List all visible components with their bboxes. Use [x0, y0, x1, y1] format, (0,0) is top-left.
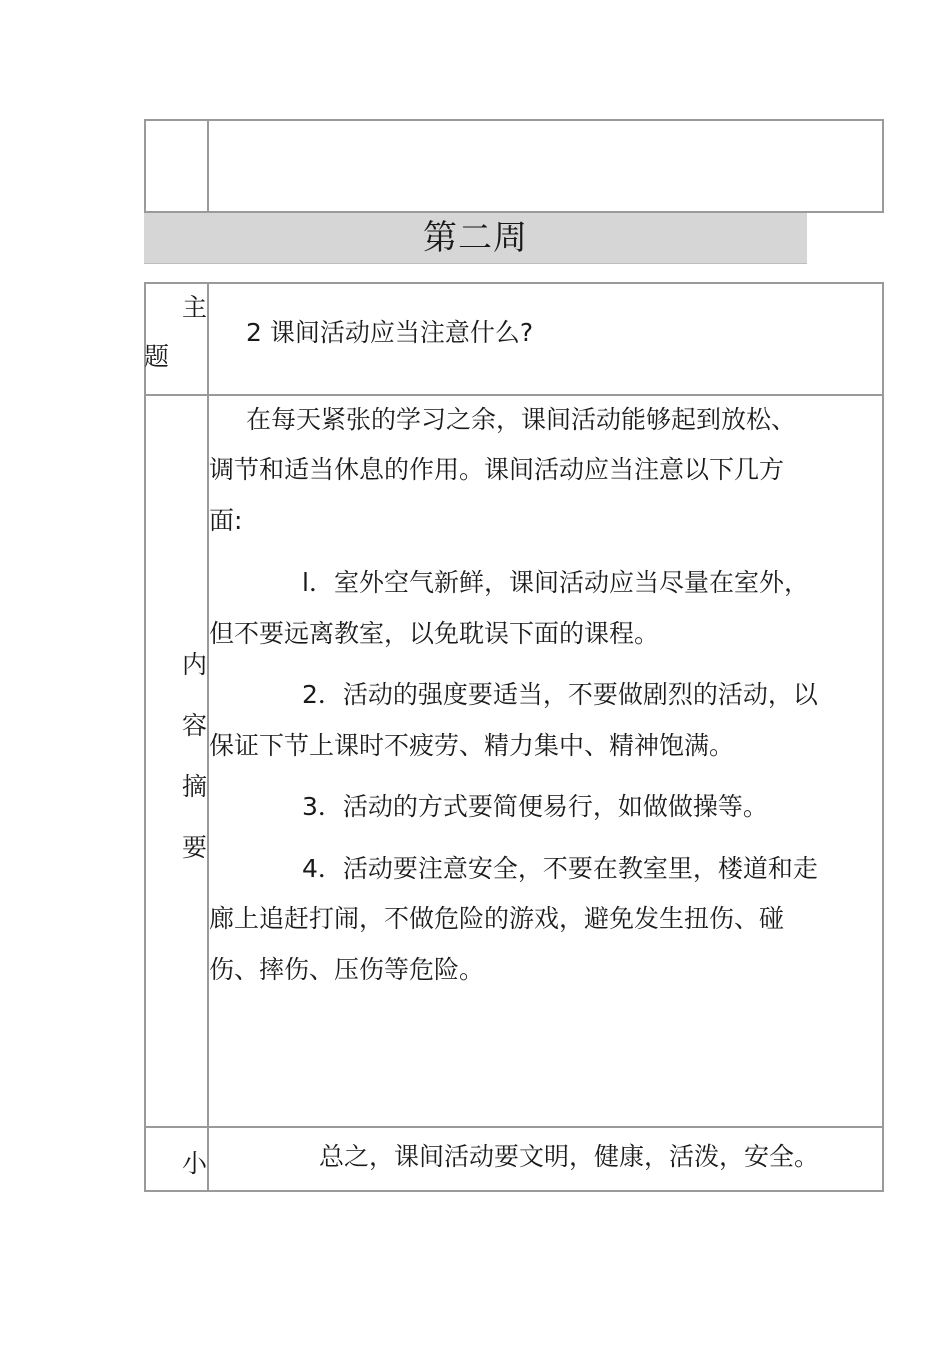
week-title: 第二周	[423, 218, 528, 258]
top-table	[144, 119, 884, 213]
topic-label-1: 主	[182, 293, 208, 322]
item-1-line-1: l．室外空气新鲜，课间活动应当尽量在室外，	[302, 568, 809, 597]
content-label-3: 摘	[182, 772, 208, 801]
item-1-line-2: 但不要远离教室，以免耽误下面的课程。	[209, 619, 660, 648]
summary-row-separator	[144, 1126, 884, 1128]
topic-text: 2 课间活动应当注意什么?	[246, 318, 534, 347]
content-label-2: 容	[182, 711, 208, 740]
content-label-4: 要	[182, 833, 208, 862]
content-label-1: 内	[182, 650, 208, 679]
item-4-line-3: 伤、摔伤、压伤等危险。	[209, 955, 485, 984]
intro-line-3: 面:	[209, 506, 243, 535]
intro-line-1: 在每天紧张的学习之余，课间活动能够起到放松、	[246, 405, 797, 434]
topic-label-2: 题	[144, 342, 170, 371]
summary-text: 总之，课间活动要文明，健康，活泼，安全。	[319, 1142, 820, 1171]
item-4-line-1: 4．活动要注意安全，不要在教室里，楼道和走	[302, 854, 818, 883]
intro-line-2: 调节和适当休息的作用。课间活动应当注意以下几方	[209, 455, 785, 484]
item-2-line-1: 2．活动的强度要适当，不要做剧烈的活动，以	[302, 680, 818, 709]
top-table-divider	[207, 119, 209, 213]
topic-row-separator	[144, 394, 884, 396]
summary-label: 小	[182, 1149, 208, 1178]
item-2-line-2: 保证下节上课时不疲劳、精力集中、精神饱满。	[209, 731, 735, 760]
item-4-line-2: 廊上追赶打闹，不做危险的游戏，避免发生扭伤、碰	[209, 904, 785, 933]
week-banner	[144, 213, 807, 264]
item-3-line-1: 3．活动的方式要简便易行，如做做操等。	[302, 792, 768, 821]
